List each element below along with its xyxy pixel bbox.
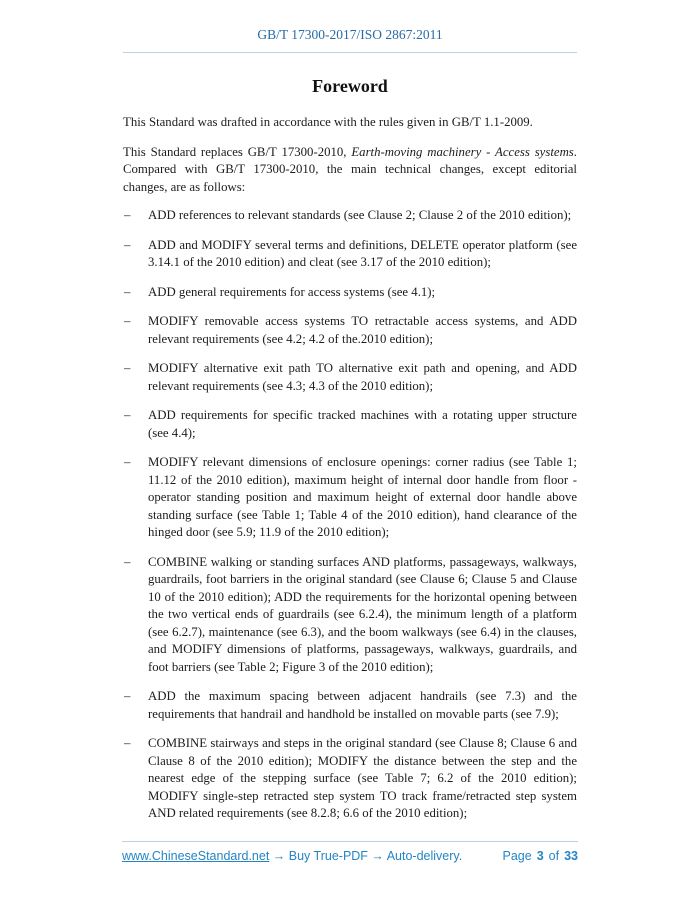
page-title: Foreword [312,76,388,96]
bullet-dash: – [124,554,131,569]
change-item [123,313,577,348]
bullet-dash: – [124,208,131,222]
page-indicator [503,848,579,864]
change-item-text: ADD requirements for specific tracked machines with a rotating upper structure (see 4.4); [148,408,577,440]
bullet-dash: – [124,314,131,328]
change-item [123,207,577,225]
change-item [123,360,577,395]
bullet-dash: – [124,408,131,422]
footer-divider [122,841,578,842]
bullet-dash: – [124,284,131,299]
of-label: of [548,849,560,863]
intro-paragraph-2 [123,144,577,197]
page-number: 3 [536,849,544,863]
change-item-text: COMBINE walking or standing surfaces AND platforms, passageways, walkways, guardrails, foot barriers in the original standard (see Clause 6; Clause 5 and Clause 10 of the 2010 edition); ADD the requirements for the horizontal opening between the two vertical ends of guardrails (see 6.2.4), the minimum length of a platform (see 6.2.7), maintenance (see 6.3), and the boom walkways (see 6.4) in the clauses, and MODIFY dimensions of platforms, passageways, walkways, guardrails, and foot barriers (see Table 2; Figure 3 of the 2010 edition); [148,554,577,674]
page-footer [122,841,578,864]
change-item [123,554,577,677]
change-item-text: MODIFY relevant dimensions of enclosure openings: corner radius (see Table 1; 11.12 of the 2010 edition), maximum height of internal door handle from floor - operator standing position and maximum height of external door handle above standing surface (see Table 1; Table 4 of the 2010 edition), hand clearance of the hinged door (see 5.9; 11.9 of the 2010 edition); [148,455,577,539]
footer-promo [122,848,462,864]
bullet-dash: – [124,689,131,703]
change-item-text: MODIFY removable access systems TO retractable access systems, and ADD relevant requirements (see 4.2; 4.2 of the.2010 edition); [148,314,577,346]
bullet-dash: – [124,361,131,375]
bullet-dash: – [124,736,131,750]
footer-tagline: → Buy True-PDF → Auto-delivery. [269,849,463,863]
change-item [123,454,577,542]
change-item [123,284,577,302]
header-divider [123,52,577,53]
page-total: 33 [564,849,578,863]
replaced-standard-title: Earth-moving machinery - Access systems [351,144,574,159]
page-label: Page [502,849,532,863]
change-item-text: COMBINE stairways and steps in the original standard (see Clause 8; Clause 6 and Clause 8 of the 2010 edition); MODIFY the distance between the step and the nearest edge of the stepping surface (see Table 7; 6.2 of the 2010 edition); MODIFY single-step retracted step system TO track frame/retracted step system AND related requirements (see 8.2.8; 6.6 of the 2010 edition); [148,736,577,820]
technical-changes-list [123,207,577,823]
bullet-dash: – [124,237,131,252]
change-item-text: ADD general requirements for access systems (see 4.1); [148,284,436,299]
change-item-text: MODIFY alternative exit path TO alternative exit path and opening, and ADD relevant requirements (see 4.3; 4.3 of the 2010 edition); [148,361,577,393]
change-item [123,688,577,723]
change-item-text: ADD the maximum spacing between adjacent handrails (see 7.3) and the requirements that handrail and handhold be installed on movable parts (see 7.9); [148,689,577,721]
change-item-text: ADD and MODIFY several terms and definitions, DELETE operator platform (see 3.14.1 of the 2010 edition) and cleat (see 3.17 of the 2010 edition); [148,237,577,269]
change-item-text: ADD references to relevant standards (see Clause 2; Clause 2 of the 2010 edition); [148,208,572,222]
intro-paragraph-1: This Standard was drafted in accordance with the rules given in GB/T 1.1-2009. [123,115,533,129]
site-link[interactable]: www.ChineseStandard.net [122,849,270,863]
change-item [123,237,577,272]
paragraph-text: . Compared with GB/T 17300-2010, the main technical changes, except editorial changes, are as follows: [123,144,577,194]
standard-number-header: GB/T 17300-2017/ISO 2867:2011 [257,27,443,42]
change-item [123,407,577,442]
bullet-dash: – [124,455,131,469]
change-item [123,735,577,823]
paragraph-text: This Standard replaces GB/T 17300-2010, [123,144,352,159]
